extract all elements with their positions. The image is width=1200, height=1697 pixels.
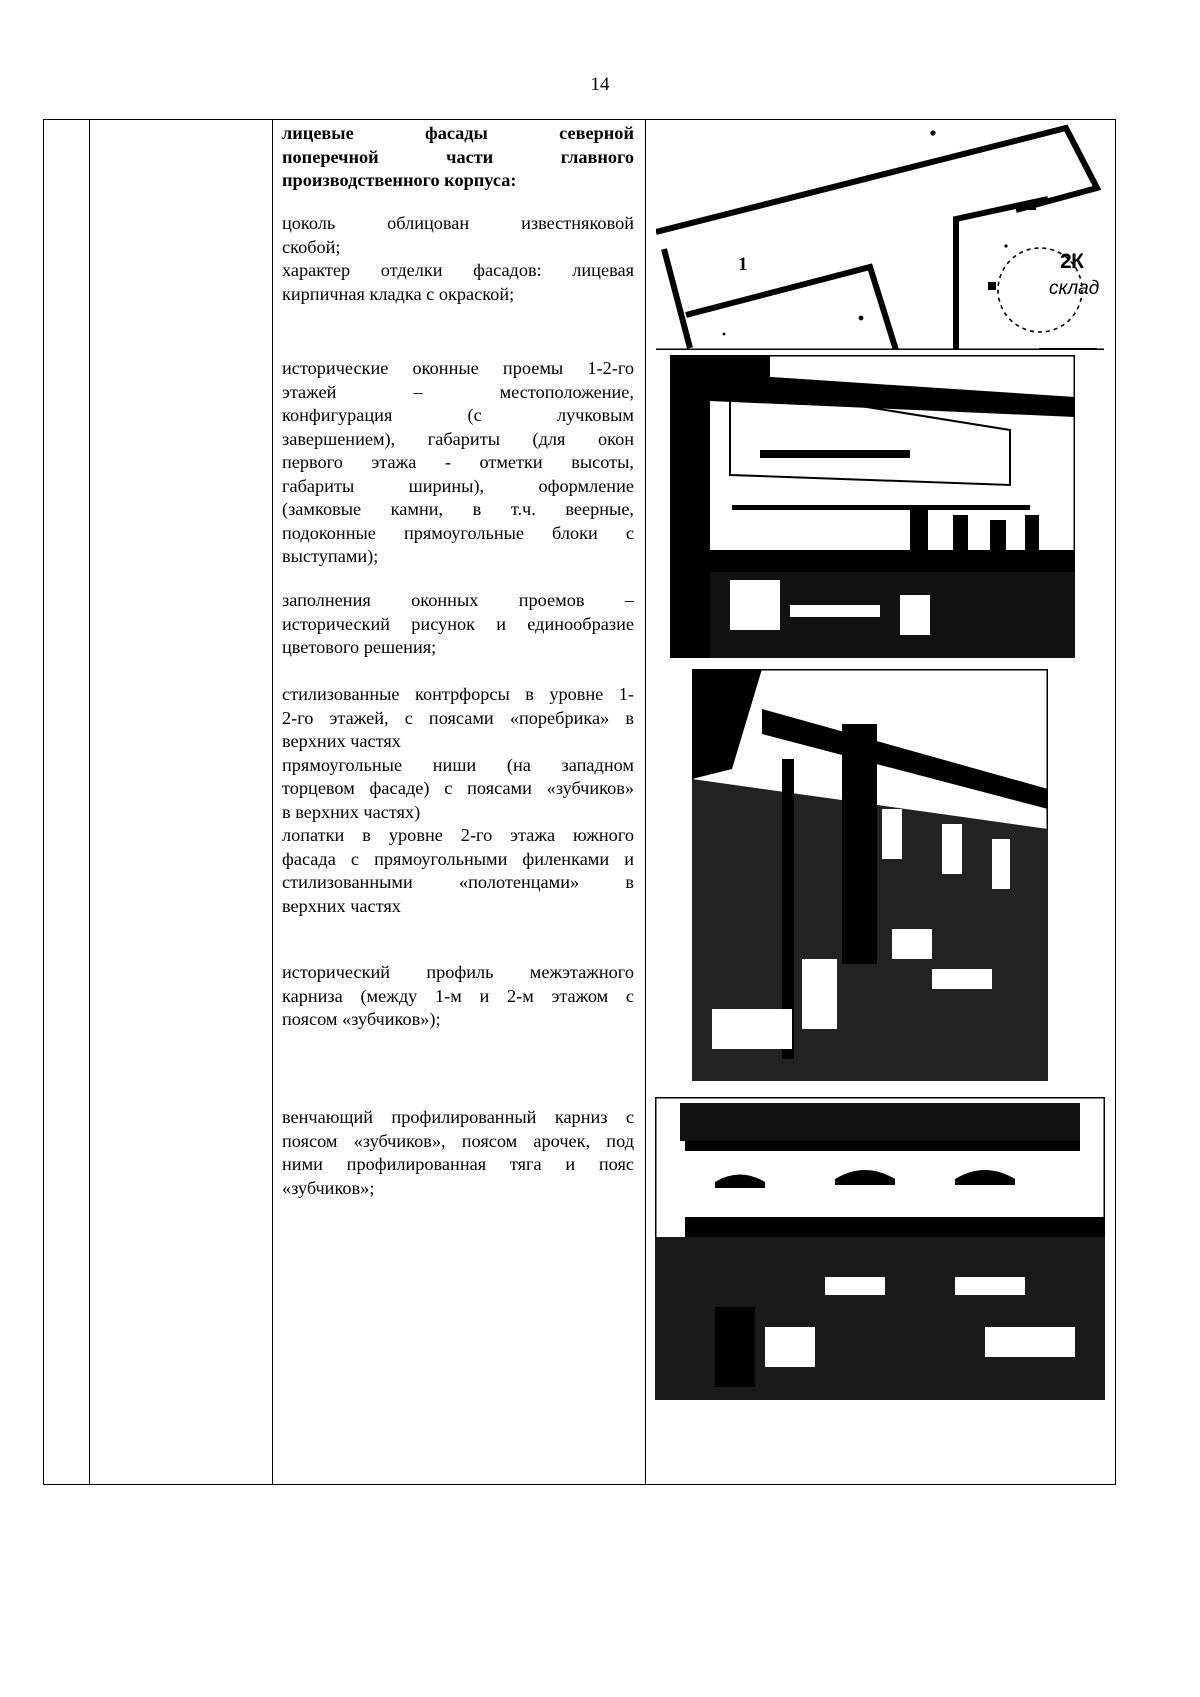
text-line: поясом «зубчиков», поясом арочек, под <box>282 1130 634 1151</box>
facade-photo-3 <box>655 1097 1105 1400</box>
text-line: исторические оконные проемы 1-2-го <box>282 358 634 378</box>
text-line: заполнения оконных проемов – <box>282 590 634 610</box>
cornice-block <box>282 961 634 1032</box>
text-line: характер отделки фасадов: лицевая <box>282 260 634 280</box>
text-line: кирпичная кладка с окраской; <box>282 283 515 304</box>
text-line: верхних частях <box>282 731 401 751</box>
column-divider-3 <box>645 119 646 1485</box>
heading-line: поперечной части главного <box>282 146 634 167</box>
text-line: фасада с прямоугольными филенками и <box>282 848 634 869</box>
text-line: исторический профиль межэтажного <box>282 962 634 982</box>
text-line: карниза (между 1-м и 2-м этажом с <box>282 985 634 1006</box>
text-line: ними профилированная тяга и пояс <box>282 1154 634 1174</box>
plan-label-warehouse: склад <box>1049 278 1100 299</box>
heading-line: лицевые фасады северной <box>282 123 634 143</box>
text-line: первого этажа - отметки высоты, <box>282 452 634 472</box>
buttresses-block <box>282 683 634 918</box>
plan-label-building-1: 1 <box>738 254 748 275</box>
text-line: выступами); <box>282 546 379 566</box>
text-line: стилизованные контрфорсы в уровне 1- <box>282 684 634 704</box>
text-line: этажей – местоположение, <box>282 381 634 402</box>
text-line: подоконные прямоугольные блоки с <box>282 522 634 543</box>
text-line: завершением), габариты (для окон <box>282 428 634 449</box>
crowning-cornice-block <box>282 1106 634 1200</box>
facade-photo-2 <box>692 669 1048 1081</box>
text-line: верхних частях <box>282 895 401 916</box>
text-line: габариты ширины), оформление <box>282 475 634 496</box>
text-line: цветового решения; <box>282 637 437 657</box>
text-line: исторический рисунок и единообразие <box>282 613 634 634</box>
text-line: стилизованными «полотенцами» в <box>282 872 634 892</box>
text-line: венчающий профилированный карниз с <box>282 1107 634 1127</box>
text-line: «зубчиков»; <box>282 1177 375 1198</box>
text-line: конфигурация (с лучковым <box>282 405 634 425</box>
text-line: торцевом фасаде) с поясами «зубчиков» <box>282 778 634 798</box>
text-line: лопатки в уровне 2-го этажа южного <box>282 825 634 845</box>
text-line: поясом «зубчиков»); <box>282 1009 441 1029</box>
heading-line: производственного корпуса: <box>282 170 517 190</box>
text-line: цоколь облицован известняковой <box>282 213 634 233</box>
window-fillings-block <box>282 589 634 660</box>
site-plan-fragment <box>656 122 1104 350</box>
text-line: (замковые камни, в т.ч. веерные, <box>282 499 634 519</box>
text-line: в верхних частях) <box>282 801 421 822</box>
column-divider-2 <box>272 119 273 1485</box>
page-number: 14 <box>590 74 610 95</box>
plinth-block <box>282 212 634 306</box>
facade-photo-1 <box>670 355 1075 658</box>
plan-label-building-2k: 2К <box>1060 250 1084 273</box>
text-line: скобой; <box>282 236 341 257</box>
heading-block <box>282 122 634 193</box>
column-divider-1 <box>89 119 90 1485</box>
windows-block <box>282 357 634 569</box>
text-line: 2-го этажей, с поясами «поребрика» в <box>282 707 634 728</box>
text-line: прямоугольные ниши (на западном <box>282 754 634 775</box>
